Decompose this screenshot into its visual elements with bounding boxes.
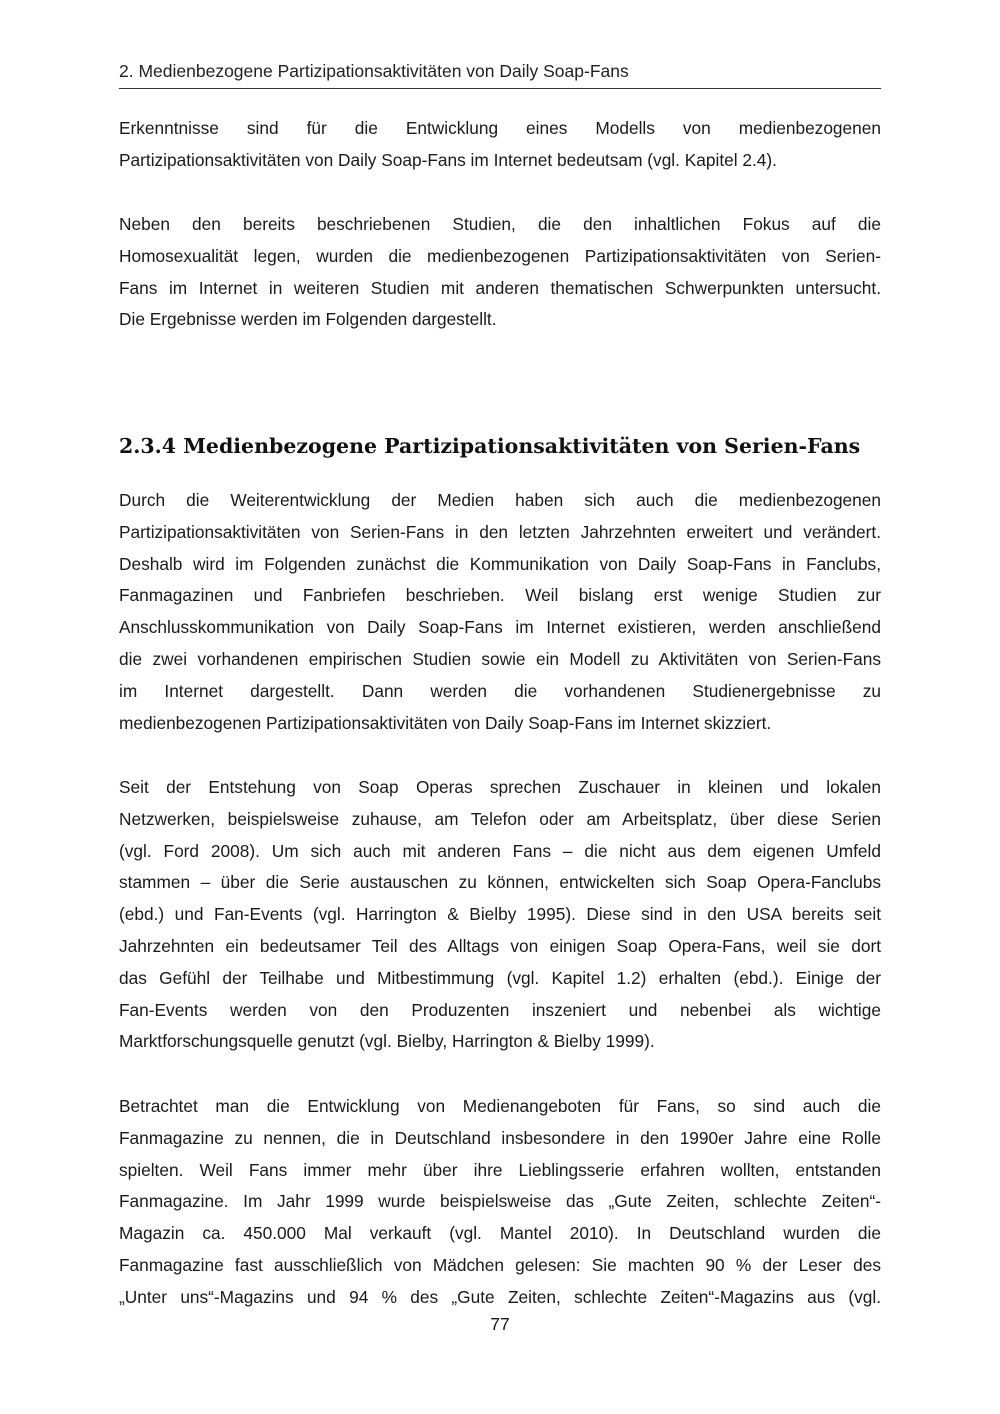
text-line: Fan-Events werden von den Produzenten inszeniert und nebenbei als wichtige [119,999,881,1020]
text-line: Netzwerken, beispielsweise zuhause, am Telefon oder am Arbeitsplatz, über diese Serien [119,808,881,829]
page-number: 77 [490,1314,510,1334]
text-line: Homosexualität legen, wurden die medienbezogenen Partizipationsaktivitäten von Serien- [119,245,881,266]
text-line: Erkenntnisse sind für die Entwicklung eines Modells von medienbezogenen [119,118,881,138]
text-line: (ebd.) und Fan-Events (vgl. Harrington & Bielby 1995). Diese sind in den USA bereits seit [119,904,881,925]
text-line: Die Ergebnisse werden im Folgenden dargestellt. [119,309,497,330]
text-line: Deshalb wird im Folgenden zunächst die Kommunikation von Daily Soap-Fans in Fanclubs, [119,553,881,574]
text-line: Fanmagazine. Im Jahr 1999 wurde beispielsweise das „Gute Zeiten, schlechte Zeiten“- [119,1191,881,1212]
paragraph-1 [119,113,881,177]
text-line: Neben den bereits beschriebenen Studien, die den inhaltlichen Fokus auf die [119,214,881,234]
text-line: stammen – über die Serie austauschen zu können, entwickelten sich Soap Opera-Fanclubs [119,872,881,893]
text-line: Durch die Weiterentwicklung der Medien haben sich auch die medienbezogenen [119,490,881,510]
text-line: Partizipationsaktivitäten von Daily Soap-Fans im Internet bedeutsam (vgl. Kapitel 2.4). [119,149,777,170]
text-line: Seit der Entstehung von Soap Operas sprechen Zuschauer in kleinen und lokalen [119,777,881,797]
running-header: 2. Medienbezogene Partizipationsaktivitäten von Daily Soap-Fans [119,61,629,81]
text-line: Betrachtet man die Entwicklung von Medienangeboten für Fans, so sind auch die [119,1096,881,1116]
text-line: Fanmagazinen und Fanbriefen beschrieben. Weil bislang erst wenige Studien zur [119,585,881,606]
text-line: das Gefühl der Teilhabe und Mitbestimmung (vgl. Kapitel 1.2) erhalten (ebd.). Einige der [119,967,881,988]
text-line: spielten. Weil Fans immer mehr über ihre Lieblingsserie erfahren wollten, entstanden [119,1159,881,1180]
text-line: (vgl. Ford 2008). Um sich auch mit anderen Fans – die nicht aus dem eigenen Umfeld [119,840,881,861]
text-line: die zwei vorhandenen empirischen Studien sowie ein Modell zu Aktivitäten von Serien-Fans [119,648,881,669]
text-line: im Internet dargestellt. Dann werden die vorhandenen Studienergebnisse zu [119,680,881,701]
text-line: Marktforschungsquelle genutzt (vgl. Bielby, Harrington & Bielby 1999). [119,1031,655,1052]
section-heading: 2.3.4 Medienbezogene Partizipationsaktivitäten von Serien-Fans [119,434,861,458]
text-line: Fanmagazine zu nennen, die in Deutschland insbesondere in den 1990er Jahre eine Rolle [119,1127,881,1148]
header-divider [119,88,881,89]
text-line: Fans im Internet in weiteren Studien mit anderen thematischen Schwerpunkten untersucht. [119,277,881,298]
text-line: Partizipationsaktivitäten von Serien-Fans in den letzten Jahrzehnten erweitert und verändert. [119,521,881,542]
paragraph-5 [119,1091,881,1314]
paragraph-2 [119,209,881,336]
text-line: medienbezogenen Partizipationsaktivitäten von Daily Soap-Fans im Internet skizziert. [119,712,772,733]
text-line: Fanmagazine fast ausschließlich von Mädchen gelesen: Sie machten 90 % der Leser des [119,1254,881,1275]
paragraph-4 [119,772,881,1058]
text-line: Jahrzehnten ein bedeutsamer Teil des Alltags von einigen Soap Opera-Fans, weil sie dort [119,935,881,956]
paragraph-3 [119,485,881,739]
text-line: „Unter uns“-Magazins und 94 % des „Gute Zeiten, schlechte Zeiten“-Magazins aus (vgl. [119,1286,881,1307]
text-line: Anschlusskommunikation von Daily Soap-Fans im Internet existieren, werden anschließend [119,617,881,638]
text-line: Magazin ca. 450.000 Mal verkauft (vgl. Mantel 2010). In Deutschland wurden die [119,1223,881,1244]
